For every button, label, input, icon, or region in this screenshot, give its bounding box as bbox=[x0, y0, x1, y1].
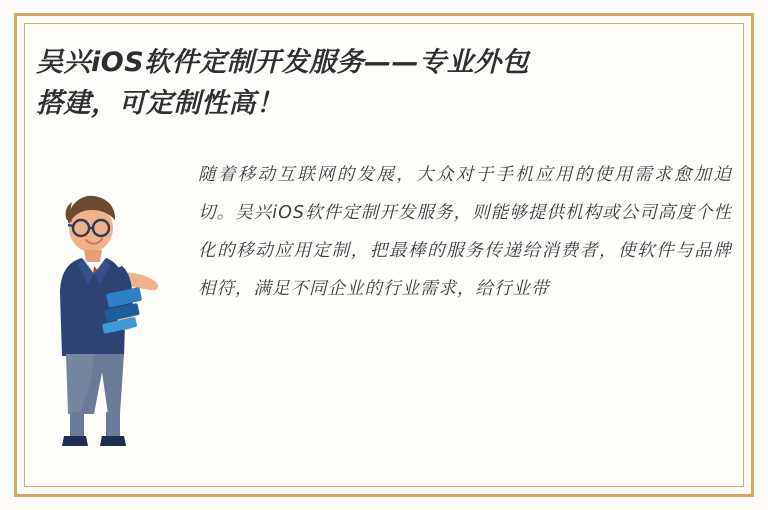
body-paragraph: 随着移动互联网的发展，大众对于手机应用的使用需求愈加迫切。吴兴iOS软件定制开发服务，则能够提供机构或公司高度个性化的移动应用定制，把最棒的服务传递给消费者，使软件与品牌相符，满足不同企业的行业需求，给行业带 bbox=[198, 165, 732, 299]
document-content bbox=[36, 36, 732, 474]
page-title-line2: 搭建，可定制性高！ bbox=[36, 88, 284, 119]
page-title bbox=[36, 42, 732, 124]
businessman-pointing-illustration bbox=[36, 166, 184, 466]
page-title-line1: 吴兴iOS软件定制开发服务——专业外包 bbox=[36, 47, 530, 78]
body-area bbox=[36, 156, 732, 474]
